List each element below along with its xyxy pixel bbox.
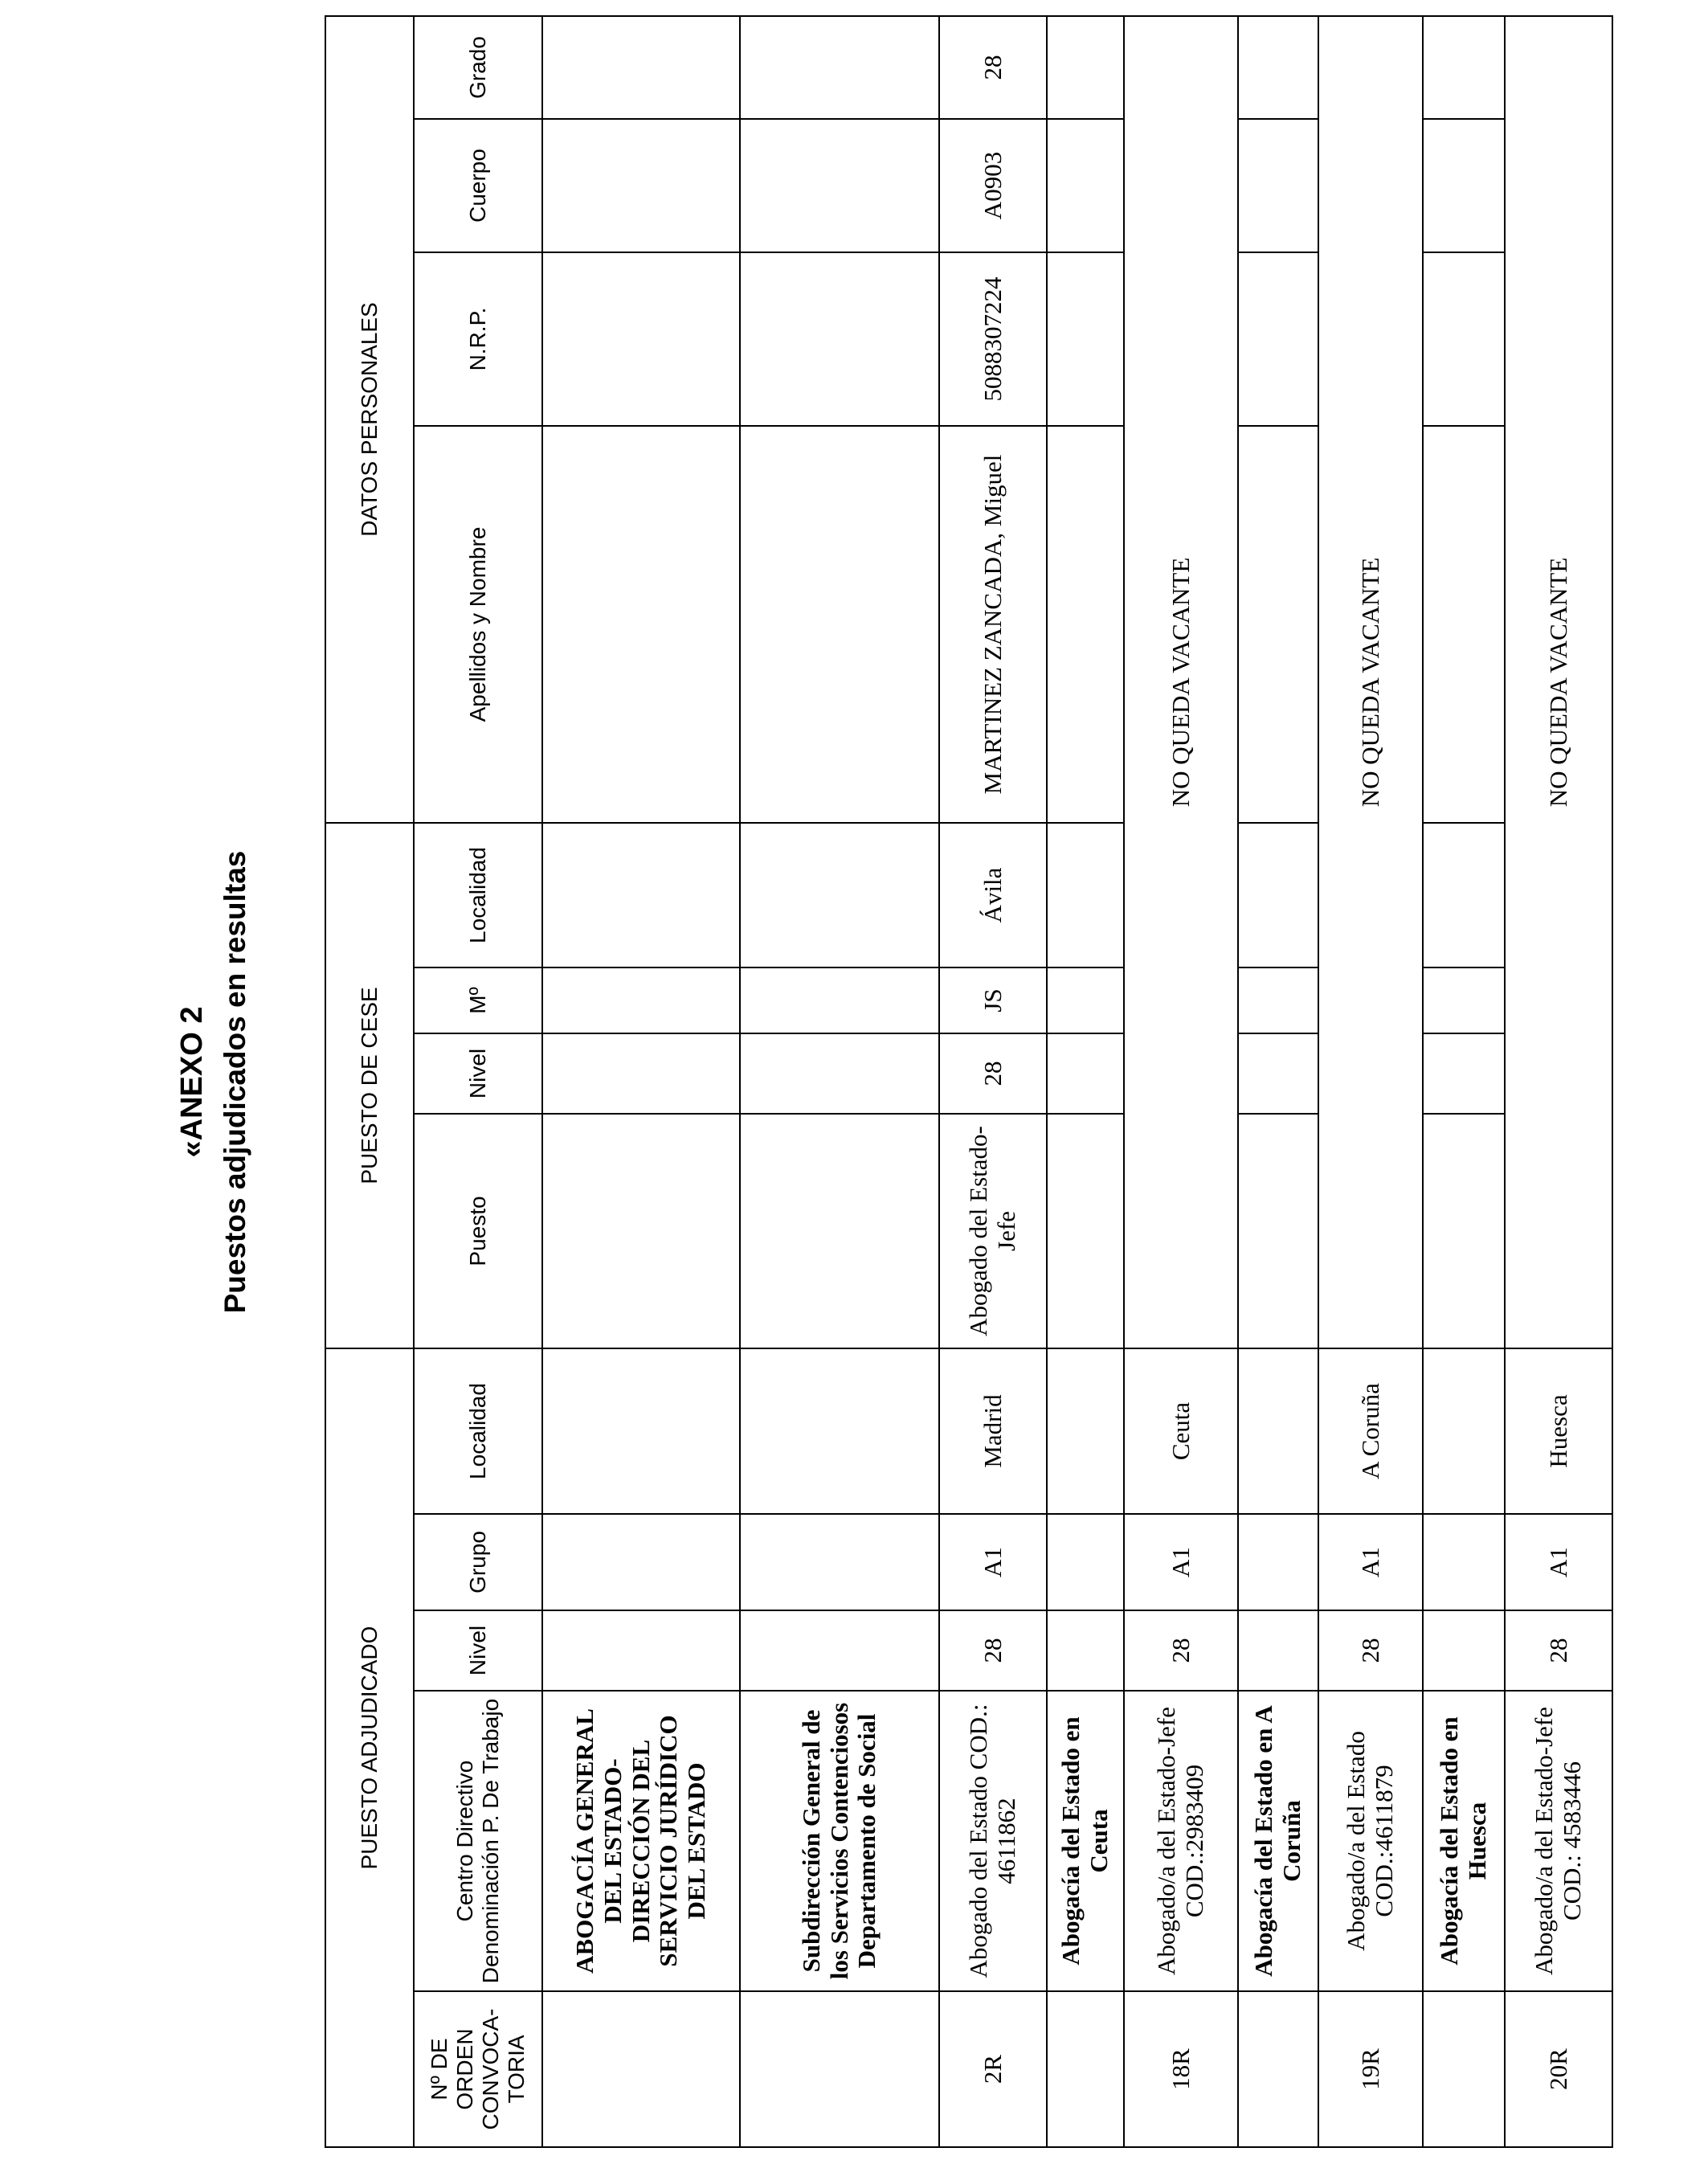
col-nrp-header: N.R.P.	[414, 252, 542, 426]
col-nivel-cese-header: Nivel	[414, 1033, 542, 1114]
table-row	[1318, 16, 1423, 2147]
col-nivel-header: Nivel	[414, 1610, 542, 1691]
table-row	[939, 16, 1047, 2147]
nivel-cell: 28	[1124, 1610, 1238, 1691]
orden-cell: 2R	[939, 1991, 1047, 2147]
nivel-cese-cell: 28	[939, 1033, 1047, 1114]
ministerio-cell: JS	[939, 967, 1047, 1033]
table-row	[740, 16, 939, 2147]
vacante-cell: NO QUEDA VACANTE	[1505, 16, 1612, 1348]
unit-heading: Abogacía del Estado en Ceuta	[1047, 1691, 1124, 1991]
nivel-cell: 28	[1505, 1610, 1612, 1691]
org-heading: Subdirección General de los Servicios Contenciosos Departamento de Social	[740, 1691, 939, 1991]
col-cuerpo-header: Cuerpo	[414, 119, 542, 252]
col-localidad-header: Localidad	[414, 1348, 542, 1514]
puesto-cese-cell: Abogado del Estado-Jefe	[939, 1114, 1047, 1348]
grupo-cell: A1	[939, 1514, 1047, 1610]
col-localidad-cese-header: Localidad	[414, 823, 542, 967]
vacante-cell: NO QUEDA VACANTE	[1124, 16, 1238, 1348]
apellidos-cell: MARTINEZ ZANCADA, Miguel	[939, 426, 1047, 823]
col-grupo-header: Grupo	[414, 1514, 542, 1610]
unit-heading: Abogacía del Estado en A Coruña	[1238, 1691, 1318, 1991]
table-row	[1047, 16, 1124, 2147]
column-header-row	[414, 16, 542, 2147]
nivel-cell: 28	[939, 1610, 1047, 1691]
centro-cell: Abogado del Estado COD.: 4611862	[939, 1691, 1047, 1991]
col-ministerio-header: Mº	[414, 967, 542, 1033]
table-row	[1124, 16, 1238, 2147]
centro-cell: Abogado/a del Estado-Jefe COD.: 4583446	[1505, 1691, 1612, 1991]
centro-cell: Abogado/a del Estado-Jefe COD.:2983409	[1124, 1691, 1238, 1991]
localidad-cell: Huesca	[1505, 1348, 1612, 1514]
grupo-cell: A1	[1124, 1514, 1238, 1610]
table-row	[1505, 16, 1612, 2147]
col-puesto-header: Puesto	[414, 1114, 542, 1348]
table-row	[1238, 16, 1318, 2147]
cuerpo-cell: A0903	[939, 119, 1047, 252]
grado-cell: 28	[939, 16, 1047, 119]
grupo-cell: A1	[1318, 1514, 1423, 1610]
group-cese-header: PUESTO DE CESE	[325, 823, 414, 1348]
table-row	[1423, 16, 1505, 2147]
localidad-cell: Ceuta	[1124, 1348, 1238, 1514]
col-orden-header: Nº DE ORDEN CONVOCA-TORIA	[414, 1991, 542, 2147]
localidad-cell: Madrid	[939, 1348, 1047, 1514]
nivel-cell: 28	[1318, 1610, 1423, 1691]
col-centro-header: Centro Directivo Denominación P. De Trabajo	[414, 1691, 542, 1991]
orden-cell: 19R	[1318, 1991, 1423, 2147]
group-header-row	[325, 16, 414, 2147]
orden-cell: 18R	[1124, 1991, 1238, 2147]
page-subtitle: Puestos adjudicados en resultas	[219, 850, 251, 1314]
group-adjudicado-header: PUESTO ADJUDICADO	[325, 1348, 414, 2147]
orden-cell: 20R	[1505, 1991, 1612, 2147]
table-row	[542, 16, 740, 2147]
col-apellidos-header: Apellidos y Nombre	[414, 426, 542, 823]
col-grado-header: Grado	[414, 16, 542, 119]
results-table	[325, 15, 1613, 2148]
centro-cell: Abogado/a del Estado COD.:4611879	[1318, 1691, 1423, 1991]
unit-heading: Abogacía del Estado en Huesca	[1423, 1691, 1505, 1991]
org-heading: ABOGACÍA GENERAL DEL ESTADO-DIRECCIÓN DEL SERVICIO JURÍDICO DEL ESTADO	[542, 1691, 740, 1991]
vacante-cell: NO QUEDA VACANTE	[1318, 16, 1423, 1348]
nrp-cell: 5088307224	[939, 252, 1047, 426]
localidad-cese-cell: Ávila	[939, 823, 1047, 967]
grupo-cell: A1	[1505, 1514, 1612, 1610]
group-personales-header: DATOS PERSONALES	[325, 16, 414, 823]
localidad-cell: A Coruña	[1318, 1348, 1423, 1514]
page-title: «ANEXO 2	[175, 1006, 209, 1158]
